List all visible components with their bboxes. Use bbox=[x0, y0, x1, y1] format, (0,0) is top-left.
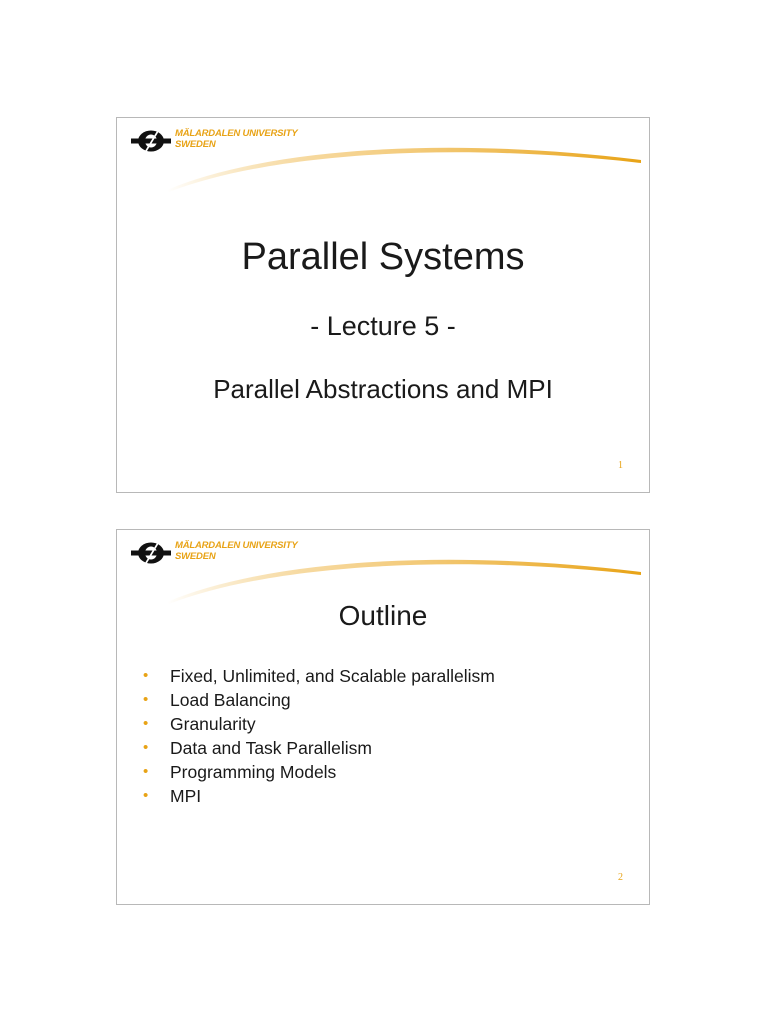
university-name-line2: SWEDEN bbox=[175, 551, 216, 562]
slide-title: Outline bbox=[338, 600, 428, 631]
list-item-text: MPI bbox=[170, 786, 202, 806]
slide-2 bbox=[116, 529, 650, 905]
university-name-line2: SWEDEN bbox=[175, 139, 216, 150]
bullet-icon: • bbox=[143, 739, 149, 756]
university-logo bbox=[131, 127, 298, 155]
list-item bbox=[143, 784, 495, 808]
page-number: 1 bbox=[618, 460, 623, 471]
university-name bbox=[175, 128, 297, 150]
page-number: 2 bbox=[618, 872, 623, 883]
university-logo-icon bbox=[131, 541, 171, 565]
list-item-text: Programming Models bbox=[170, 762, 337, 782]
bullet-icon: • bbox=[143, 787, 149, 804]
bullet-icon: • bbox=[143, 715, 149, 732]
university-name-line1: MÄLARDALEN UNIVERSITY bbox=[175, 540, 298, 551]
list-item bbox=[143, 688, 495, 712]
bullet-icon: • bbox=[143, 763, 149, 780]
lecture-number: - Lecture 5 - bbox=[310, 311, 456, 341]
university-name bbox=[175, 540, 297, 562]
slide-1 bbox=[116, 117, 650, 493]
outline-list bbox=[143, 664, 495, 808]
university-logo-icon bbox=[131, 129, 171, 153]
list-item-text: Load Balancing bbox=[170, 690, 291, 710]
list-item bbox=[143, 664, 495, 688]
lecture-topic: Parallel Abstractions and MPI bbox=[213, 374, 553, 404]
university-logo bbox=[131, 539, 298, 567]
list-item-text: Fixed, Unlimited, and Scalable parallelism bbox=[170, 666, 495, 686]
list-item-text: Granularity bbox=[170, 714, 256, 734]
slide-title: Parallel Systems bbox=[241, 236, 525, 278]
bullet-icon: • bbox=[143, 667, 149, 684]
list-item bbox=[143, 760, 495, 784]
bullet-icon: • bbox=[143, 691, 149, 708]
list-item bbox=[143, 712, 495, 736]
list-item bbox=[143, 736, 495, 760]
university-name-line1: MÄLARDALEN UNIVERSITY bbox=[175, 128, 298, 139]
list-item-text: Data and Task Parallelism bbox=[170, 738, 372, 758]
